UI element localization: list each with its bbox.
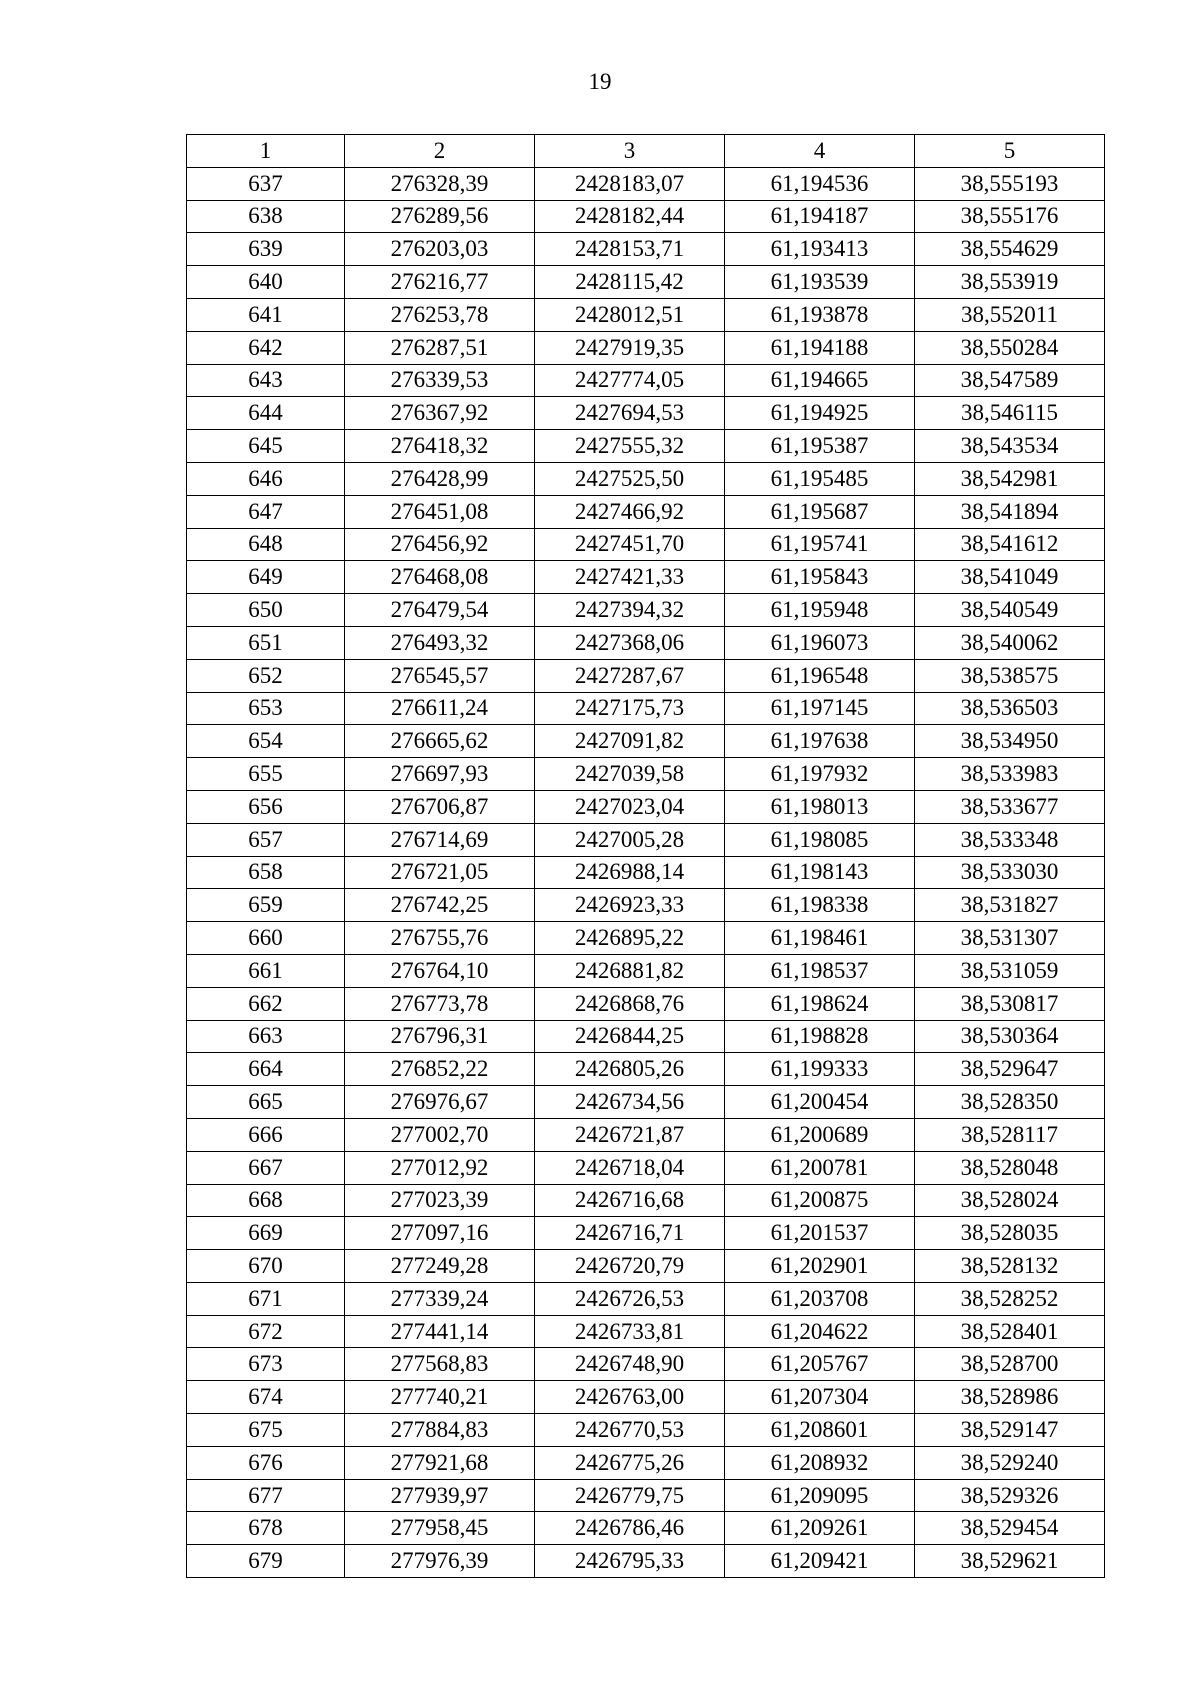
table-cell-col-1: 658 (187, 856, 345, 889)
table-cell-col-1: 664 (187, 1053, 345, 1086)
table-cell-col-4: 61,198461 (725, 922, 915, 955)
table-cell-col-5: 38,530364 (915, 1020, 1105, 1053)
table-cell-col-2: 276611,24 (345, 692, 535, 725)
table-cell-col-2: 277976,39 (345, 1545, 535, 1578)
table-cell-col-4: 61,198828 (725, 1020, 915, 1053)
table-cell-col-3: 2426716,71 (535, 1217, 725, 1250)
table-cell-col-4: 61,208601 (725, 1414, 915, 1447)
table-cell-col-3: 2427555,32 (535, 430, 725, 463)
table-cell-col-1: 647 (187, 495, 345, 528)
table-cell-col-3: 2428115,42 (535, 266, 725, 299)
table-cell-col-5: 38,533983 (915, 758, 1105, 791)
table-cell-col-4: 61,200781 (725, 1151, 915, 1184)
table-cell-col-3: 2427525,50 (535, 462, 725, 495)
table-cell-col-4: 61,205767 (725, 1348, 915, 1381)
table-cell-col-3: 2427091,82 (535, 725, 725, 758)
table-cell-col-3: 2426988,14 (535, 856, 725, 889)
table-cell-col-5: 38,541894 (915, 495, 1105, 528)
table-row (187, 1545, 1105, 1578)
table-cell-col-1: 662 (187, 987, 345, 1020)
table-cell-col-4: 61,202901 (725, 1250, 915, 1283)
table-cell-col-5: 38,542981 (915, 462, 1105, 495)
table-cell-col-4: 61,197932 (725, 758, 915, 791)
table-row (187, 233, 1105, 266)
table-cell-col-1: 659 (187, 889, 345, 922)
table-cell-col-5: 38,533348 (915, 823, 1105, 856)
table-cell-col-5: 38,529647 (915, 1053, 1105, 1086)
table-cell-col-5: 38,554629 (915, 233, 1105, 266)
table-cell-col-3: 2426720,79 (535, 1250, 725, 1283)
table-cell-col-2: 276339,53 (345, 364, 535, 397)
table-row (187, 397, 1105, 430)
table-cell-col-5: 38,538575 (915, 659, 1105, 692)
table-cell-col-3: 2427451,70 (535, 528, 725, 561)
table-cell-col-4: 61,208932 (725, 1446, 915, 1479)
table-cell-col-5: 38,552011 (915, 298, 1105, 331)
table-cell-col-4: 61,209095 (725, 1479, 915, 1512)
table-row (187, 889, 1105, 922)
table-row (187, 758, 1105, 791)
page-number: 19 (588, 69, 612, 94)
table-cell-col-2: 276721,05 (345, 856, 535, 889)
table-row (187, 790, 1105, 823)
column-header-3: 3 (535, 135, 725, 168)
table-row (187, 1381, 1105, 1414)
table-cell-col-1: 653 (187, 692, 345, 725)
table-cell-col-1: 677 (187, 1479, 345, 1512)
table-row (187, 1184, 1105, 1217)
table-cell-col-5: 38,555193 (915, 167, 1105, 200)
table-cell-col-5: 38,543534 (915, 430, 1105, 463)
table-cell-col-4: 61,195687 (725, 495, 915, 528)
table-cell-col-4: 61,196548 (725, 659, 915, 692)
table-cell-col-1: 652 (187, 659, 345, 692)
table-cell-col-5: 38,531827 (915, 889, 1105, 922)
table-cell-col-5: 38,553919 (915, 266, 1105, 299)
table-row (187, 1217, 1105, 1250)
table-cell-col-4: 61,194665 (725, 364, 915, 397)
table-body (187, 167, 1105, 1577)
table-cell-col-2: 276468,08 (345, 561, 535, 594)
table-cell-col-2: 276289,56 (345, 200, 535, 233)
table-cell-col-5: 38,529454 (915, 1512, 1105, 1545)
table-cell-col-2: 277568,83 (345, 1348, 535, 1381)
table-cell-col-3: 2426726,53 (535, 1282, 725, 1315)
table-cell-col-5: 38,529240 (915, 1446, 1105, 1479)
table-cell-col-4: 61,193413 (725, 233, 915, 266)
table-row (187, 1086, 1105, 1119)
table-row (187, 1348, 1105, 1381)
table-cell-col-3: 2426763,00 (535, 1381, 725, 1414)
table-cell-col-3: 2426716,68 (535, 1184, 725, 1217)
table-cell-col-4: 61,193539 (725, 266, 915, 299)
table-row (187, 1282, 1105, 1315)
table-cell-col-1: 643 (187, 364, 345, 397)
table-row (187, 167, 1105, 200)
table-cell-col-3: 2426868,76 (535, 987, 725, 1020)
table-cell-col-2: 277023,39 (345, 1184, 535, 1217)
table-cell-col-4: 61,195387 (725, 430, 915, 463)
table-cell-col-2: 277249,28 (345, 1250, 535, 1283)
table-cell-col-4: 61,196073 (725, 626, 915, 659)
table-cell-col-3: 2427368,06 (535, 626, 725, 659)
table-cell-col-2: 276852,22 (345, 1053, 535, 1086)
table-cell-col-4: 61,200875 (725, 1184, 915, 1217)
table-cell-col-4: 61,197145 (725, 692, 915, 725)
table-cell-col-3: 2426748,90 (535, 1348, 725, 1381)
column-header-4: 4 (725, 135, 915, 168)
table-cell-col-4: 61,193878 (725, 298, 915, 331)
table-row (187, 1151, 1105, 1184)
table-cell-col-1: 660 (187, 922, 345, 955)
table-row (187, 495, 1105, 528)
table-cell-col-3: 2426779,75 (535, 1479, 725, 1512)
table-cell-col-3: 2426881,82 (535, 954, 725, 987)
table-cell-col-3: 2426770,53 (535, 1414, 725, 1447)
table-cell-col-4: 61,198624 (725, 987, 915, 1020)
table-cell-col-4: 61,198085 (725, 823, 915, 856)
table-cell-col-1: 645 (187, 430, 345, 463)
table-cell-col-4: 61,195843 (725, 561, 915, 594)
table-cell-col-5: 38,555176 (915, 200, 1105, 233)
table-row (187, 1118, 1105, 1151)
table-cell-col-1: 654 (187, 725, 345, 758)
table-cell-col-3: 2426733,81 (535, 1315, 725, 1348)
table-cell-col-4: 61,194925 (725, 397, 915, 430)
table-cell-col-3: 2426895,22 (535, 922, 725, 955)
table-cell-col-2: 276203,03 (345, 233, 535, 266)
table-cell-col-2: 277740,21 (345, 1381, 535, 1414)
table-cell-col-1: 663 (187, 1020, 345, 1053)
table-cell-col-5: 38,528401 (915, 1315, 1105, 1348)
table-cell-col-3: 2427394,32 (535, 594, 725, 627)
table-row (187, 692, 1105, 725)
table-cell-col-1: 638 (187, 200, 345, 233)
table-cell-col-4: 61,195741 (725, 528, 915, 561)
table-row (187, 856, 1105, 889)
table-cell-col-1: 640 (187, 266, 345, 299)
table-cell-col-3: 2426786,46 (535, 1512, 725, 1545)
table-cell-col-4: 61,209261 (725, 1512, 915, 1545)
table-cell-col-1: 656 (187, 790, 345, 823)
header-row (187, 135, 1105, 168)
table-row (187, 364, 1105, 397)
table-cell-col-4: 61,198338 (725, 889, 915, 922)
table-cell-col-1: 671 (187, 1282, 345, 1315)
table-row (187, 1053, 1105, 1086)
table-cell-col-1: 667 (187, 1151, 345, 1184)
table-cell-col-4: 61,201537 (725, 1217, 915, 1250)
table-cell-col-1: 665 (187, 1086, 345, 1119)
table-cell-col-1: 673 (187, 1348, 345, 1381)
table-cell-col-2: 277939,97 (345, 1479, 535, 1512)
table-cell-col-3: 2427421,33 (535, 561, 725, 594)
table-cell-col-2: 276418,32 (345, 430, 535, 463)
table-cell-col-2: 277339,24 (345, 1282, 535, 1315)
table-cell-col-3: 2427005,28 (535, 823, 725, 856)
table-cell-col-5: 38,550284 (915, 331, 1105, 364)
table-cell-col-3: 2427175,73 (535, 692, 725, 725)
table-cell-col-1: 649 (187, 561, 345, 594)
coordinates-table (186, 134, 1105, 1578)
table-cell-col-3: 2426795,33 (535, 1545, 725, 1578)
table-cell-col-1: 669 (187, 1217, 345, 1250)
table-cell-col-3: 2428183,07 (535, 167, 725, 200)
table-cell-col-1: 674 (187, 1381, 345, 1414)
table-cell-col-5: 38,540062 (915, 626, 1105, 659)
table-cell-col-1: 679 (187, 1545, 345, 1578)
table-cell-col-1: 644 (187, 397, 345, 430)
table-cell-col-1: 672 (187, 1315, 345, 1348)
table-cell-col-5: 38,533030 (915, 856, 1105, 889)
table-cell-col-3: 2427023,04 (535, 790, 725, 823)
table-cell-col-3: 2427039,58 (535, 758, 725, 791)
table-row (187, 1250, 1105, 1283)
table-header (187, 135, 1105, 168)
table-cell-col-4: 61,194188 (725, 331, 915, 364)
table-cell-col-2: 276755,76 (345, 922, 535, 955)
table-row (187, 561, 1105, 594)
table-cell-col-1: 670 (187, 1250, 345, 1283)
table-row (187, 266, 1105, 299)
table-cell-col-1: 650 (187, 594, 345, 627)
table-row (187, 1414, 1105, 1447)
table-cell-col-1: 648 (187, 528, 345, 561)
table-cell-col-1: 676 (187, 1446, 345, 1479)
table-cell-col-3: 2428182,44 (535, 200, 725, 233)
table-cell-col-2: 276287,51 (345, 331, 535, 364)
table-cell-col-3: 2426923,33 (535, 889, 725, 922)
table-cell-col-4: 61,197638 (725, 725, 915, 758)
table-cell-col-5: 38,528350 (915, 1086, 1105, 1119)
table-cell-col-1: 661 (187, 954, 345, 987)
table-cell-col-2: 276456,92 (345, 528, 535, 561)
table-cell-col-1: 641 (187, 298, 345, 331)
column-header-2: 2 (345, 135, 535, 168)
table-cell-col-2: 277921,68 (345, 1446, 535, 1479)
table-cell-col-5: 38,528252 (915, 1282, 1105, 1315)
table-cell-col-4: 61,198143 (725, 856, 915, 889)
table-cell-col-5: 38,536503 (915, 692, 1105, 725)
table-cell-col-4: 61,207304 (725, 1381, 915, 1414)
table-row (187, 430, 1105, 463)
table-cell-col-5: 38,529326 (915, 1479, 1105, 1512)
table-cell-col-2: 276328,39 (345, 167, 535, 200)
column-header-5: 5 (915, 135, 1105, 168)
table-cell-col-5: 38,530817 (915, 987, 1105, 1020)
table-cell-col-3: 2426775,26 (535, 1446, 725, 1479)
table-cell-col-2: 276697,93 (345, 758, 535, 791)
table-cell-col-3: 2428012,51 (535, 298, 725, 331)
table-row (187, 626, 1105, 659)
table-row (187, 1512, 1105, 1545)
table-row (187, 462, 1105, 495)
table-row (187, 987, 1105, 1020)
table-cell-col-5: 38,528024 (915, 1184, 1105, 1217)
table-cell-col-4: 61,195485 (725, 462, 915, 495)
table-cell-col-4: 61,198013 (725, 790, 915, 823)
table-cell-col-5: 38,528700 (915, 1348, 1105, 1381)
table-cell-col-2: 276714,69 (345, 823, 535, 856)
table-row (187, 659, 1105, 692)
table-cell-col-3: 2426844,25 (535, 1020, 725, 1053)
table-cell-col-2: 276773,78 (345, 987, 535, 1020)
table-cell-col-3: 2427919,35 (535, 331, 725, 364)
table-cell-col-5: 38,528035 (915, 1217, 1105, 1250)
table-cell-col-4: 61,203708 (725, 1282, 915, 1315)
table-cell-col-1: 646 (187, 462, 345, 495)
table-cell-col-2: 276665,62 (345, 725, 535, 758)
table-cell-col-5: 38,528132 (915, 1250, 1105, 1283)
table-cell-col-4: 61,194536 (725, 167, 915, 200)
table-cell-col-1: 675 (187, 1414, 345, 1447)
table-cell-col-2: 277012,92 (345, 1151, 535, 1184)
table-cell-col-4: 61,209421 (725, 1545, 915, 1578)
table-cell-col-2: 276764,10 (345, 954, 535, 987)
table-row (187, 823, 1105, 856)
table-cell-col-4: 61,200454 (725, 1086, 915, 1119)
table-cell-col-4: 61,200689 (725, 1118, 915, 1151)
table-cell-col-2: 276216,77 (345, 266, 535, 299)
table-cell-col-2: 276742,25 (345, 889, 535, 922)
table-row (187, 594, 1105, 627)
table-cell-col-2: 276545,57 (345, 659, 535, 692)
table-cell-col-5: 38,541612 (915, 528, 1105, 561)
table-cell-col-1: 642 (187, 331, 345, 364)
table-cell-col-4: 61,195948 (725, 594, 915, 627)
table-cell-col-5: 38,540549 (915, 594, 1105, 627)
table-row (187, 331, 1105, 364)
table-cell-col-4: 61,198537 (725, 954, 915, 987)
table-cell-col-1: 655 (187, 758, 345, 791)
table-cell-col-2: 277441,14 (345, 1315, 535, 1348)
table-row (187, 725, 1105, 758)
table-cell-col-1: 678 (187, 1512, 345, 1545)
table-cell-col-5: 38,528048 (915, 1151, 1105, 1184)
table-row (187, 1315, 1105, 1348)
table-row (187, 1446, 1105, 1479)
table-cell-col-5: 38,529147 (915, 1414, 1105, 1447)
table-cell-col-2: 276796,31 (345, 1020, 535, 1053)
table-row (187, 922, 1105, 955)
table-cell-col-1: 637 (187, 167, 345, 200)
table-row (187, 954, 1105, 987)
table-cell-col-5: 38,534950 (915, 725, 1105, 758)
table-row (187, 528, 1105, 561)
table-cell-col-3: 2426721,87 (535, 1118, 725, 1151)
table-cell-col-5: 38,531059 (915, 954, 1105, 987)
table-cell-col-2: 276976,67 (345, 1086, 535, 1119)
table-cell-col-3: 2427694,53 (535, 397, 725, 430)
table-cell-col-2: 276428,99 (345, 462, 535, 495)
table-cell-col-5: 38,533677 (915, 790, 1105, 823)
table-row (187, 298, 1105, 331)
table-cell-col-2: 277097,16 (345, 1217, 535, 1250)
table-cell-col-4: 61,199333 (725, 1053, 915, 1086)
table-cell-col-4: 61,194187 (725, 200, 915, 233)
table-cell-col-2: 277958,45 (345, 1512, 535, 1545)
table-cell-col-5: 38,529621 (915, 1545, 1105, 1578)
table-cell-col-2: 276451,08 (345, 495, 535, 528)
column-header-1: 1 (187, 135, 345, 168)
table-row (187, 1479, 1105, 1512)
table-cell-col-5: 38,541049 (915, 561, 1105, 594)
table-cell-col-3: 2427466,92 (535, 495, 725, 528)
table-cell-col-5: 38,528986 (915, 1381, 1105, 1414)
table-cell-col-2: 276479,54 (345, 594, 535, 627)
table-cell-col-2: 277002,70 (345, 1118, 535, 1151)
table-cell-col-3: 2426734,56 (535, 1086, 725, 1119)
table-cell-col-3: 2428153,71 (535, 233, 725, 266)
table-cell-col-5: 38,547589 (915, 364, 1105, 397)
table-cell-col-1: 657 (187, 823, 345, 856)
table-cell-col-5: 38,546115 (915, 397, 1105, 430)
table-cell-col-2: 276367,92 (345, 397, 535, 430)
table-cell-col-5: 38,528117 (915, 1118, 1105, 1151)
table-cell-col-2: 277884,83 (345, 1414, 535, 1447)
table-cell-col-1: 639 (187, 233, 345, 266)
table-cell-col-1: 651 (187, 626, 345, 659)
table-cell-col-2: 276253,78 (345, 298, 535, 331)
table-cell-col-5: 38,531307 (915, 922, 1105, 955)
table-cell-col-4: 61,204622 (725, 1315, 915, 1348)
table-cell-col-3: 2427774,05 (535, 364, 725, 397)
table-cell-col-3: 2427287,67 (535, 659, 725, 692)
table-cell-col-2: 276493,32 (345, 626, 535, 659)
table-cell-col-1: 668 (187, 1184, 345, 1217)
table-row (187, 1020, 1105, 1053)
table-row (187, 200, 1105, 233)
table-cell-col-3: 2426718,04 (535, 1151, 725, 1184)
table-cell-col-1: 666 (187, 1118, 345, 1151)
table-cell-col-2: 276706,87 (345, 790, 535, 823)
table-cell-col-3: 2426805,26 (535, 1053, 725, 1086)
